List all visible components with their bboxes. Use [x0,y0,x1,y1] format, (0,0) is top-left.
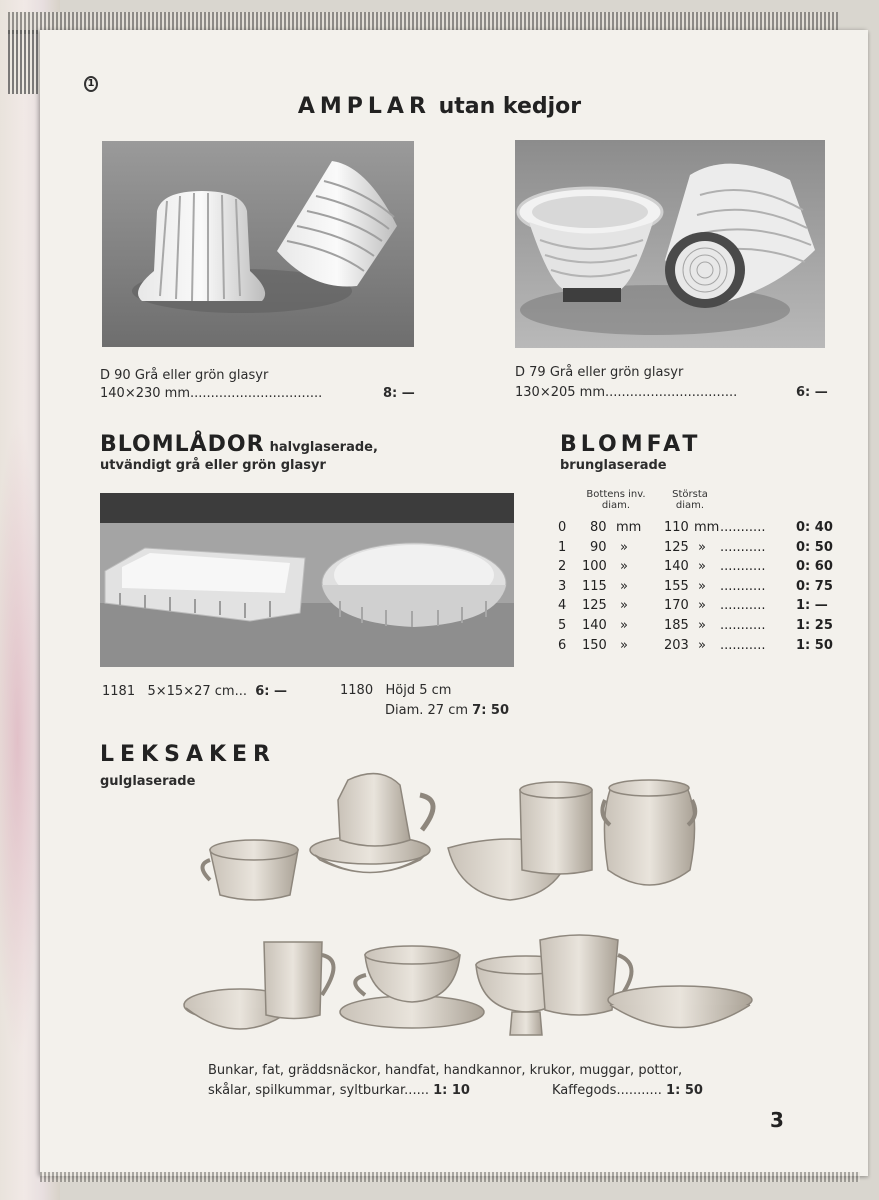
blomlador-1181-line [102,684,287,699]
leader-dots: ........... [720,539,766,555]
table-row [558,618,833,638]
leader-dots: ........... [720,598,766,614]
row-price: 0: 50 [796,539,833,555]
amplar-right-size-line [515,385,828,400]
blomlador-1180-line1 [340,683,451,698]
product-size: 130×205 mm [515,385,605,400]
blomfat-title: BLOMFAT [560,432,702,457]
product-code: D 79 [515,365,546,380]
unit: » [620,637,628,653]
product-code: 1180 [340,683,374,698]
blomlador-1180-line2 [385,703,509,718]
amplar-title-rest: utan kedjor [438,94,582,119]
leader-dots: ................................ [189,386,323,401]
unit: » [620,559,628,575]
unit: » [698,559,706,575]
bottom-diameter: 100 [582,559,607,575]
product-diameter: Diam. 27 cm [385,703,469,718]
blomfat-col1-header [580,489,652,511]
unit: » [620,539,628,555]
bottom-diameter: 125 [582,598,607,614]
row-number: 3 [558,578,567,594]
product-size: 140×230 mm [100,386,190,401]
header-line: Bottens inv. [586,489,646,500]
amplar-title-main: AMPLAR [297,94,431,119]
unit: » [620,617,628,633]
product-code: D 90 [100,368,131,383]
table-row [558,520,833,540]
leksaker-subtitle: gulglaserade [100,774,196,789]
unit: » [698,578,706,594]
row-number: 5 [558,617,567,633]
unit: » [698,637,706,653]
row-price: 1: — [796,598,828,614]
leksaker-description-text: skålar, spilkummar, syltburkar...... [208,1083,429,1098]
row-number: 0 [558,520,567,535]
leader-dots: ........... [720,520,766,535]
largest-diameter: 110 [664,520,689,535]
amplar-left-caption [100,368,268,383]
photo-leksaker [180,760,760,1050]
amplar-title [0,94,879,119]
unit: » [620,578,628,594]
product-price: 6: — [796,385,828,400]
unit: » [698,617,706,633]
bottom-diameter: 150 [582,637,607,653]
leader-dots: ........... [720,637,766,653]
header-line: diam. [601,500,631,511]
product-size: 5×15×27 cm... [147,684,247,699]
amplar-right-caption [515,365,683,380]
binding-stitch-left [8,30,42,94]
blomlador-title [100,432,378,457]
unit: mm [694,520,720,535]
binding-stitch-bottom [40,1172,860,1182]
kaffegods-price: 1: 50 [666,1083,703,1098]
unit: mm [616,520,642,535]
largest-diameter: 140 [664,559,689,575]
product-price: 6: — [255,684,288,699]
largest-diameter: 185 [664,617,689,633]
product-height: Höjd 5 cm [385,683,452,698]
largest-diameter: 203 [664,637,689,653]
leader-dots: ................................ [604,385,738,400]
row-number: 4 [558,598,567,614]
row-price: 0: 40 [796,520,833,535]
unit: » [698,539,706,555]
largest-diameter: 170 [664,598,689,614]
bottom-diameter: 80 [590,520,607,535]
row-number: 6 [558,637,567,653]
bottom-diameter: 115 [582,578,607,594]
unit: » [620,598,628,614]
row-price: 1: 25 [796,617,833,633]
photo-blomlador [100,493,514,667]
row-price: 0: 75 [796,578,833,594]
blomlador-title-main: BLOMLÅDOR [100,432,265,457]
product-description: Grå eller grön glasyr [134,368,269,383]
page-number: 3 [770,1108,784,1132]
pink-stain [0,420,44,1060]
bottom-diameter: 140 [582,617,607,633]
amplar-left-size-line [100,386,415,401]
blomfat-price-table [558,520,833,657]
product-price: 7: 50 [472,703,510,718]
row-number: 1 [558,539,567,555]
header-line: diam. [675,500,705,511]
bottom-diameter: 90 [590,539,607,555]
photo-ampel-d79 [515,140,825,348]
table-row [558,638,833,658]
blomfat-subtitle: brunglaserade [560,458,667,473]
table-row [558,559,833,579]
product-price: 8: — [383,386,415,401]
product-description: Grå eller grön glasyr [549,365,684,380]
largest-diameter: 125 [664,539,689,555]
unit: » [698,598,706,614]
leader-dots: ........... [720,617,766,633]
leksaker-description-line2 [208,1083,470,1098]
row-number: 2 [558,559,567,575]
leksaker-title: LEKSAKER [100,742,276,767]
leader-dots: ........... [720,559,766,575]
registration-mark-icon: 1 [84,76,98,92]
table-row [558,540,833,560]
header-line: Största [672,489,708,500]
leksaker-price: 1: 10 [433,1083,470,1098]
leksaker-description-line1: Bunkar, fat, gräddsnäckor, handfat, handkannor, krukor, muggar, pottor, [208,1063,683,1078]
row-price: 0: 60 [796,559,833,575]
leader-dots: ........... [720,578,766,594]
largest-diameter: 155 [664,578,689,594]
kaffegods-line [552,1083,703,1098]
table-row [558,579,833,599]
blomlador-subtitle: utvändigt grå eller grön glasyr [100,458,326,473]
kaffegods-label: Kaffegods........... [552,1083,662,1098]
blomlador-title-suffix: halvglaserade, [269,440,378,455]
blomfat-col2-header [660,489,720,511]
table-row [558,598,833,618]
row-price: 1: 50 [796,637,833,653]
product-code: 1181 [102,684,136,699]
photo-ampel-d90 [102,141,414,347]
